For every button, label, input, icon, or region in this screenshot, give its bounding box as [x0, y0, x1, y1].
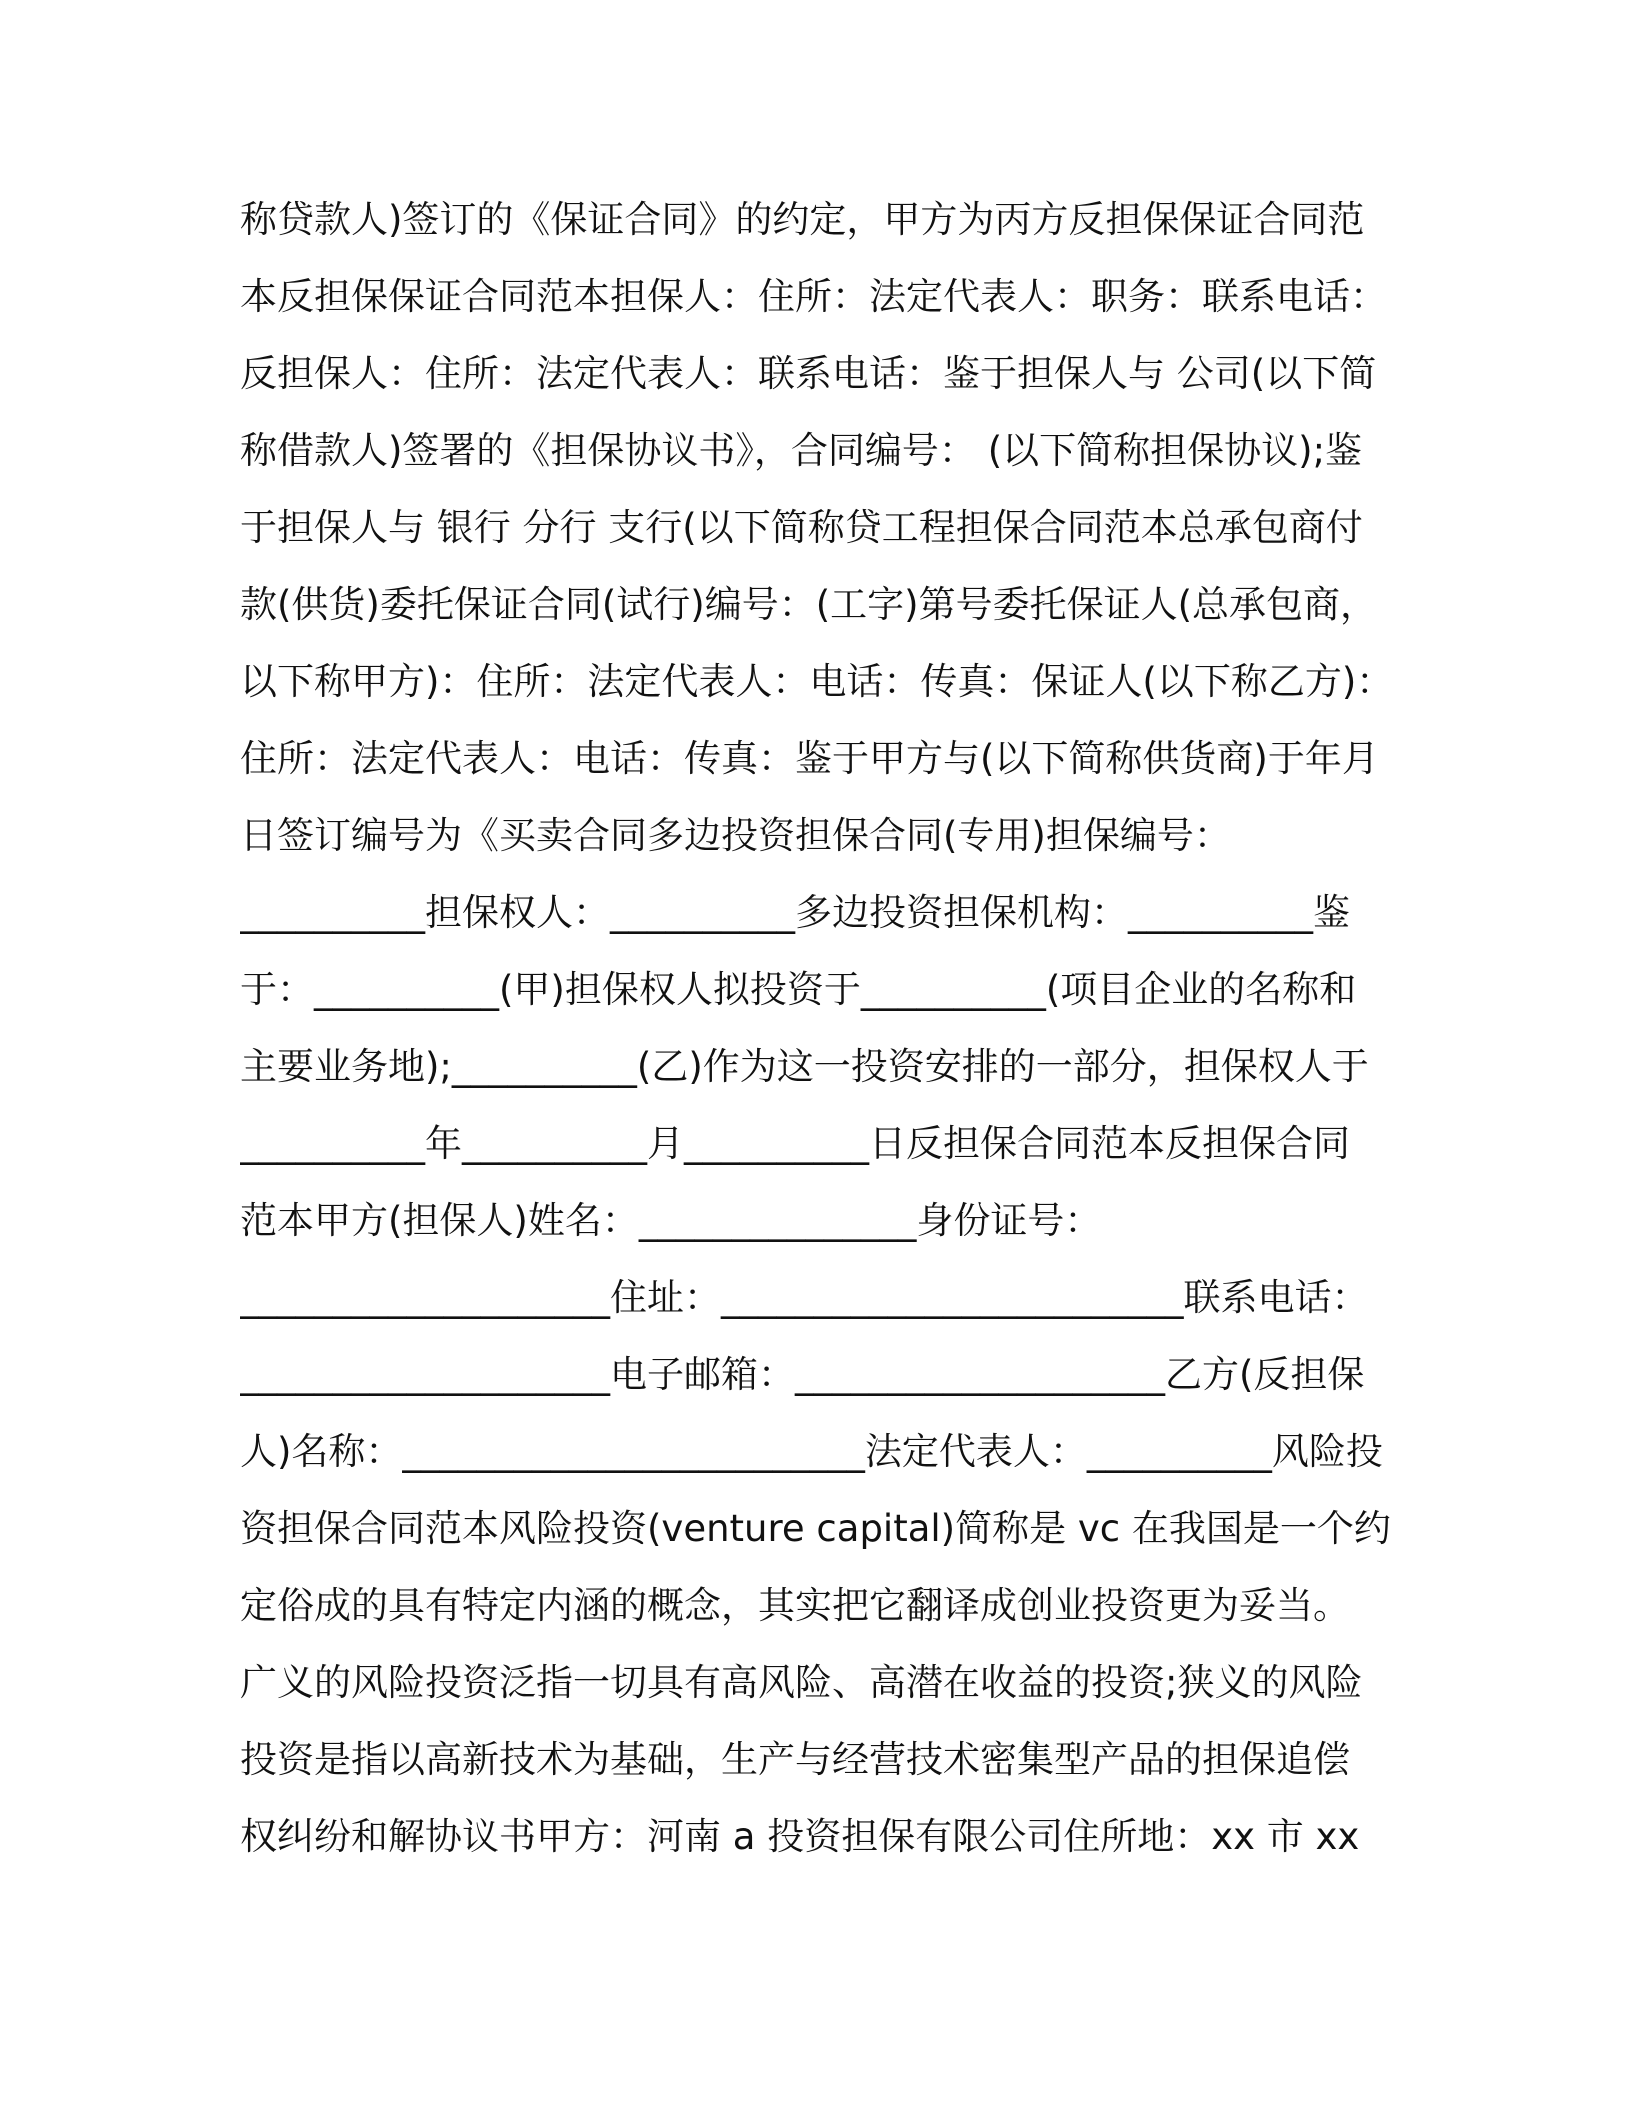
text-line: __________年__________月__________日反担保合同范本反担保合同 [240, 1122, 1350, 1165]
text-line: 主要业务地);__________(乙)作为这一投资安排的一部分，担保权人于 [240, 1045, 1369, 1088]
text-line: 定俗成的具有特定内涵的概念，其实把它翻译成创业投资更为妥当。 [240, 1584, 1350, 1627]
text-line: 资担保合同范本风险投资(venture capital)简称是 vc 在我国是一个约 [240, 1507, 1391, 1550]
text-line: 于担保人与 银行 分行 支行(以下简称贷工程担保合同范本总承包商付 [240, 506, 1363, 549]
text-line: 款(供货)委托保证合同(试行)编号：(工字)第号委托保证人(总承包商， [240, 583, 1378, 626]
text-line: __________担保权人：__________多边投资担保机构：__________鉴 [240, 891, 1350, 934]
text-line: 人)名称：_________________________法定代表人：__________风险投 [240, 1430, 1383, 1473]
text-line: 称借款人)签署的《担保协议书》，合同编号： (以下简称担保协议);鉴 [240, 429, 1363, 472]
text-line: 日签订编号为《买卖合同多边投资担保合同(专用)担保编号： [240, 814, 1231, 857]
text-line: 称贷款人)签订的《保证合同》的约定，甲方为丙方反担保保证合同范 [240, 198, 1365, 241]
text-line: ____________________电子邮箱：____________________乙方(反担保 [240, 1353, 1365, 1396]
text-line: 住所：法定代表人：电话：传真：鉴于甲方与(以下简称供货商)于年月 [240, 737, 1379, 780]
text-line: 广义的风险投资泛指一切具有高风险、高潜在收益的投资;狭义的风险 [240, 1661, 1363, 1704]
text-line: 以下称甲方)：住所：法定代表人：电话：传真：保证人(以下称乙方)： [240, 660, 1394, 703]
document-body [240, 188, 1400, 1882]
text-line: 于：__________(甲)担保权人拟投资于__________(项目企业的名称和 [240, 968, 1357, 1011]
text-line: 本反担保保证合同范本担保人：住所：法定代表人：职务：联系电话： [240, 275, 1387, 318]
text-line: 权纠纷和解协议书甲方：河南 a 投资担保有限公司住所地：xx 市 xx [240, 1815, 1360, 1858]
text-line: 投资是指以高新技术为基础，生产与经营技术密集型产品的担保追偿 [240, 1738, 1350, 1781]
text-line: 范本甲方(担保人)姓名：_______________身份证号： [240, 1199, 1102, 1242]
text-line: 反担保人：住所：法定代表人：联系电话：鉴于担保人与 公司(以下简 [240, 352, 1377, 395]
text-line: ____________________住址：_________________________联系电话： [240, 1276, 1369, 1319]
